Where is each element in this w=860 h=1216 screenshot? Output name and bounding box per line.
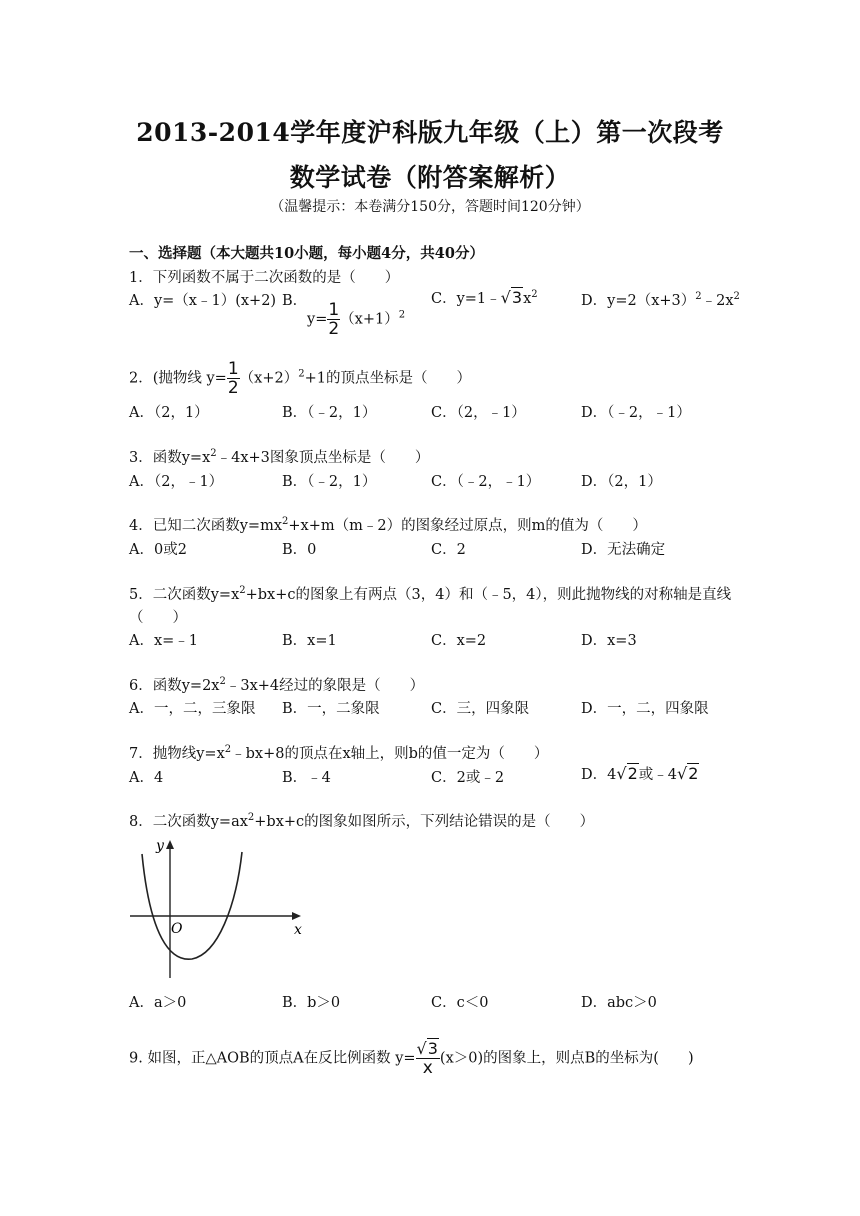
question-1-option-c <box>431 287 538 308</box>
expr-prefix: C．y=1﹣ <box>431 291 501 307</box>
question-7-stem <box>129 742 548 763</box>
question-3-stem <box>129 446 429 467</box>
expr-prefix: 8．二次函数y=ax <box>129 814 248 830</box>
exponent: 2 <box>531 289 538 300</box>
question-4-option-d: D．无法确定 <box>581 542 666 558</box>
expr-suffix: +x+m（m﹣2）的图象经过原点，则m的值为（ ） <box>288 518 647 534</box>
exponent: 2 <box>695 291 702 302</box>
question-8-stem <box>129 810 594 831</box>
question-5-option-d: D．x=3 <box>581 633 637 649</box>
option-b-label: B． <box>282 293 308 309</box>
question-7-option-d <box>581 763 699 784</box>
question-2-option-c: C．（2，﹣1） <box>431 405 526 421</box>
x-axis-label: x <box>294 922 302 938</box>
fraction <box>416 1040 440 1077</box>
question-2-stem <box>129 360 471 397</box>
x-axis-arrow <box>292 912 301 920</box>
question-6-option-b: B．一，二象限 <box>282 701 380 717</box>
expr-suffix: (x＞0)的图象上，则点B的坐标为( ) <box>439 1050 694 1067</box>
expr-prefix: 2．(抛物线 y= <box>129 370 227 387</box>
expr-prefix: D．4 <box>581 767 617 783</box>
parabola-graph <box>128 836 308 984</box>
question-8-option-a: A．a＞0 <box>129 995 187 1011</box>
question-1-option-b-expr <box>307 301 405 338</box>
question-6-option-c: C．三，四象限 <box>431 701 530 717</box>
exponent: 2 <box>224 744 232 755</box>
sqrt-symbol: √2 <box>676 764 699 783</box>
fraction-denominator: 2 <box>227 378 239 398</box>
exam-title-line2: 数学试卷（附答案解析） <box>289 163 571 192</box>
question-5-stem-line2: （ ） <box>129 610 187 626</box>
expr-mid: ﹣2x <box>701 293 734 309</box>
fraction-numerator: 1 <box>227 359 239 379</box>
expr-prefix: 4．已知二次函数y=mx <box>129 518 282 534</box>
sqrt-radicand: 3 <box>427 1039 438 1058</box>
section-title: 一、选择题（本大题共10小题，每小题4分，共40分） <box>129 245 484 262</box>
question-6-option-a: A．一，二，三象限 <box>129 701 256 717</box>
question-7-option-b: B．﹣4 <box>282 770 331 786</box>
fraction-denominator: x <box>422 1058 433 1078</box>
sqrt-radicand: 2 <box>688 764 699 783</box>
exponent: 2 <box>239 585 246 596</box>
sqrt-symbol: √3 <box>500 288 523 307</box>
fraction-numerator <box>416 1040 440 1059</box>
exponent: 2 <box>210 448 217 459</box>
question-2-option-d: D．（﹣2，﹣1） <box>581 405 691 421</box>
fraction-numerator: 1 <box>328 300 340 320</box>
question-4-stem <box>129 514 647 535</box>
exponent: 2 <box>219 676 226 687</box>
question-9-stem <box>129 1040 694 1077</box>
sqrt-radicand: 3 <box>511 288 523 307</box>
expr-prefix: 3．函数y=x <box>129 450 211 466</box>
expr-suffix: +bx+c的图象上有两点（3，4）和（﹣5，4），则此抛物线的对称轴是直线 <box>245 587 732 603</box>
expr-rest: （x+1） <box>340 311 399 328</box>
question-1-option-b <box>282 289 307 310</box>
fraction-denominator: 2 <box>328 319 340 339</box>
expr-x: x <box>523 291 532 307</box>
expr-mid: （x+2） <box>239 370 299 387</box>
question-5-option-b: B．x=1 <box>282 633 337 649</box>
expr-prefix: 6．函数y=2x <box>129 678 220 694</box>
question-1-option-a: A．y=（x﹣1）(x+2) <box>129 293 277 309</box>
question-3-option-d: D．（2，1） <box>581 474 662 490</box>
question-4-option-c: C．2 <box>431 542 466 558</box>
question-5-option-a: A．x=﹣1 <box>129 633 199 649</box>
expr-prefix: 5．二次函数y=x <box>129 587 240 603</box>
expr-prefix: D．y=2（x+3） <box>581 293 696 309</box>
question-4-option-a: A．0或2 <box>129 542 187 558</box>
parabola-curve <box>142 852 242 959</box>
fraction <box>227 360 240 397</box>
question-2-option-b: B．（﹣2，1） <box>282 405 377 421</box>
exponent: 2 <box>247 812 255 823</box>
expr-suffix: ﹣bx+8的顶点在x轴上，则b的值一定为（ ） <box>231 746 549 762</box>
expr-suffix: ﹣4x+3图象顶点坐标是（ ） <box>216 450 430 466</box>
question-5-option-c: C．x=2 <box>431 633 487 649</box>
question-4-option-b: B．0 <box>282 542 317 558</box>
expr-prefix: 7．抛物线y=x <box>129 746 225 762</box>
exam-tip: （温馨提示：本卷满分150分，答题时间120分钟） <box>270 199 590 215</box>
exponent: 2 <box>298 368 305 380</box>
question-3-option-b: B．（﹣2，1） <box>282 474 377 490</box>
question-8-option-c: C．c＜0 <box>431 995 489 1011</box>
expr-suffix: ﹣3x+4经过的象限是（ ） <box>225 678 425 694</box>
question-7-option-c: C．2或﹣2 <box>431 770 505 786</box>
question-3-option-a: A．（2，﹣1） <box>129 474 224 490</box>
question-1-option-d <box>581 289 740 310</box>
expr-mid: 或﹣4 <box>638 767 677 783</box>
question-7-option-a: A．4 <box>129 770 164 786</box>
exam-title-line1: 2013-2014学年度沪科版九年级（上）第一次段考 <box>136 118 724 147</box>
origin-label: O <box>171 921 183 937</box>
exponent: 2 <box>398 309 406 321</box>
question-2-option-a: A．（2，1） <box>129 405 209 421</box>
question-1-stem: 1．下列函数不属于二次函数的是（ ） <box>129 270 400 286</box>
question-8-option-b: B．b＞0 <box>282 995 341 1011</box>
expr-prefix: 9. 如图，正△AOB的顶点A在反比例函数 y= <box>129 1050 416 1067</box>
question-8-option-d: D．abc＞0 <box>581 995 657 1011</box>
sqrt-radicand: 2 <box>627 764 638 783</box>
exponent: 2 <box>282 516 289 527</box>
question-6-stem <box>129 674 424 695</box>
question-5-stem <box>129 583 731 604</box>
y-axis-arrow <box>166 840 174 849</box>
question-3-option-c: C．（﹣2，﹣1） <box>431 474 541 490</box>
fraction <box>327 301 340 338</box>
exponent: 2 <box>733 291 740 302</box>
sqrt-symbol: √2 <box>616 764 638 783</box>
expr-y: y= <box>307 311 328 328</box>
question-6-option-d: D．一，二，四象限 <box>581 701 709 717</box>
expr-suffix: +bx+c的图象如图所示，下列结论错误的是（ ） <box>254 814 595 830</box>
y-axis-label: y <box>156 838 164 854</box>
sqrt-symbol: √3 <box>416 1039 438 1058</box>
expr-suffix: +1的顶点坐标是（ ） <box>304 370 471 387</box>
